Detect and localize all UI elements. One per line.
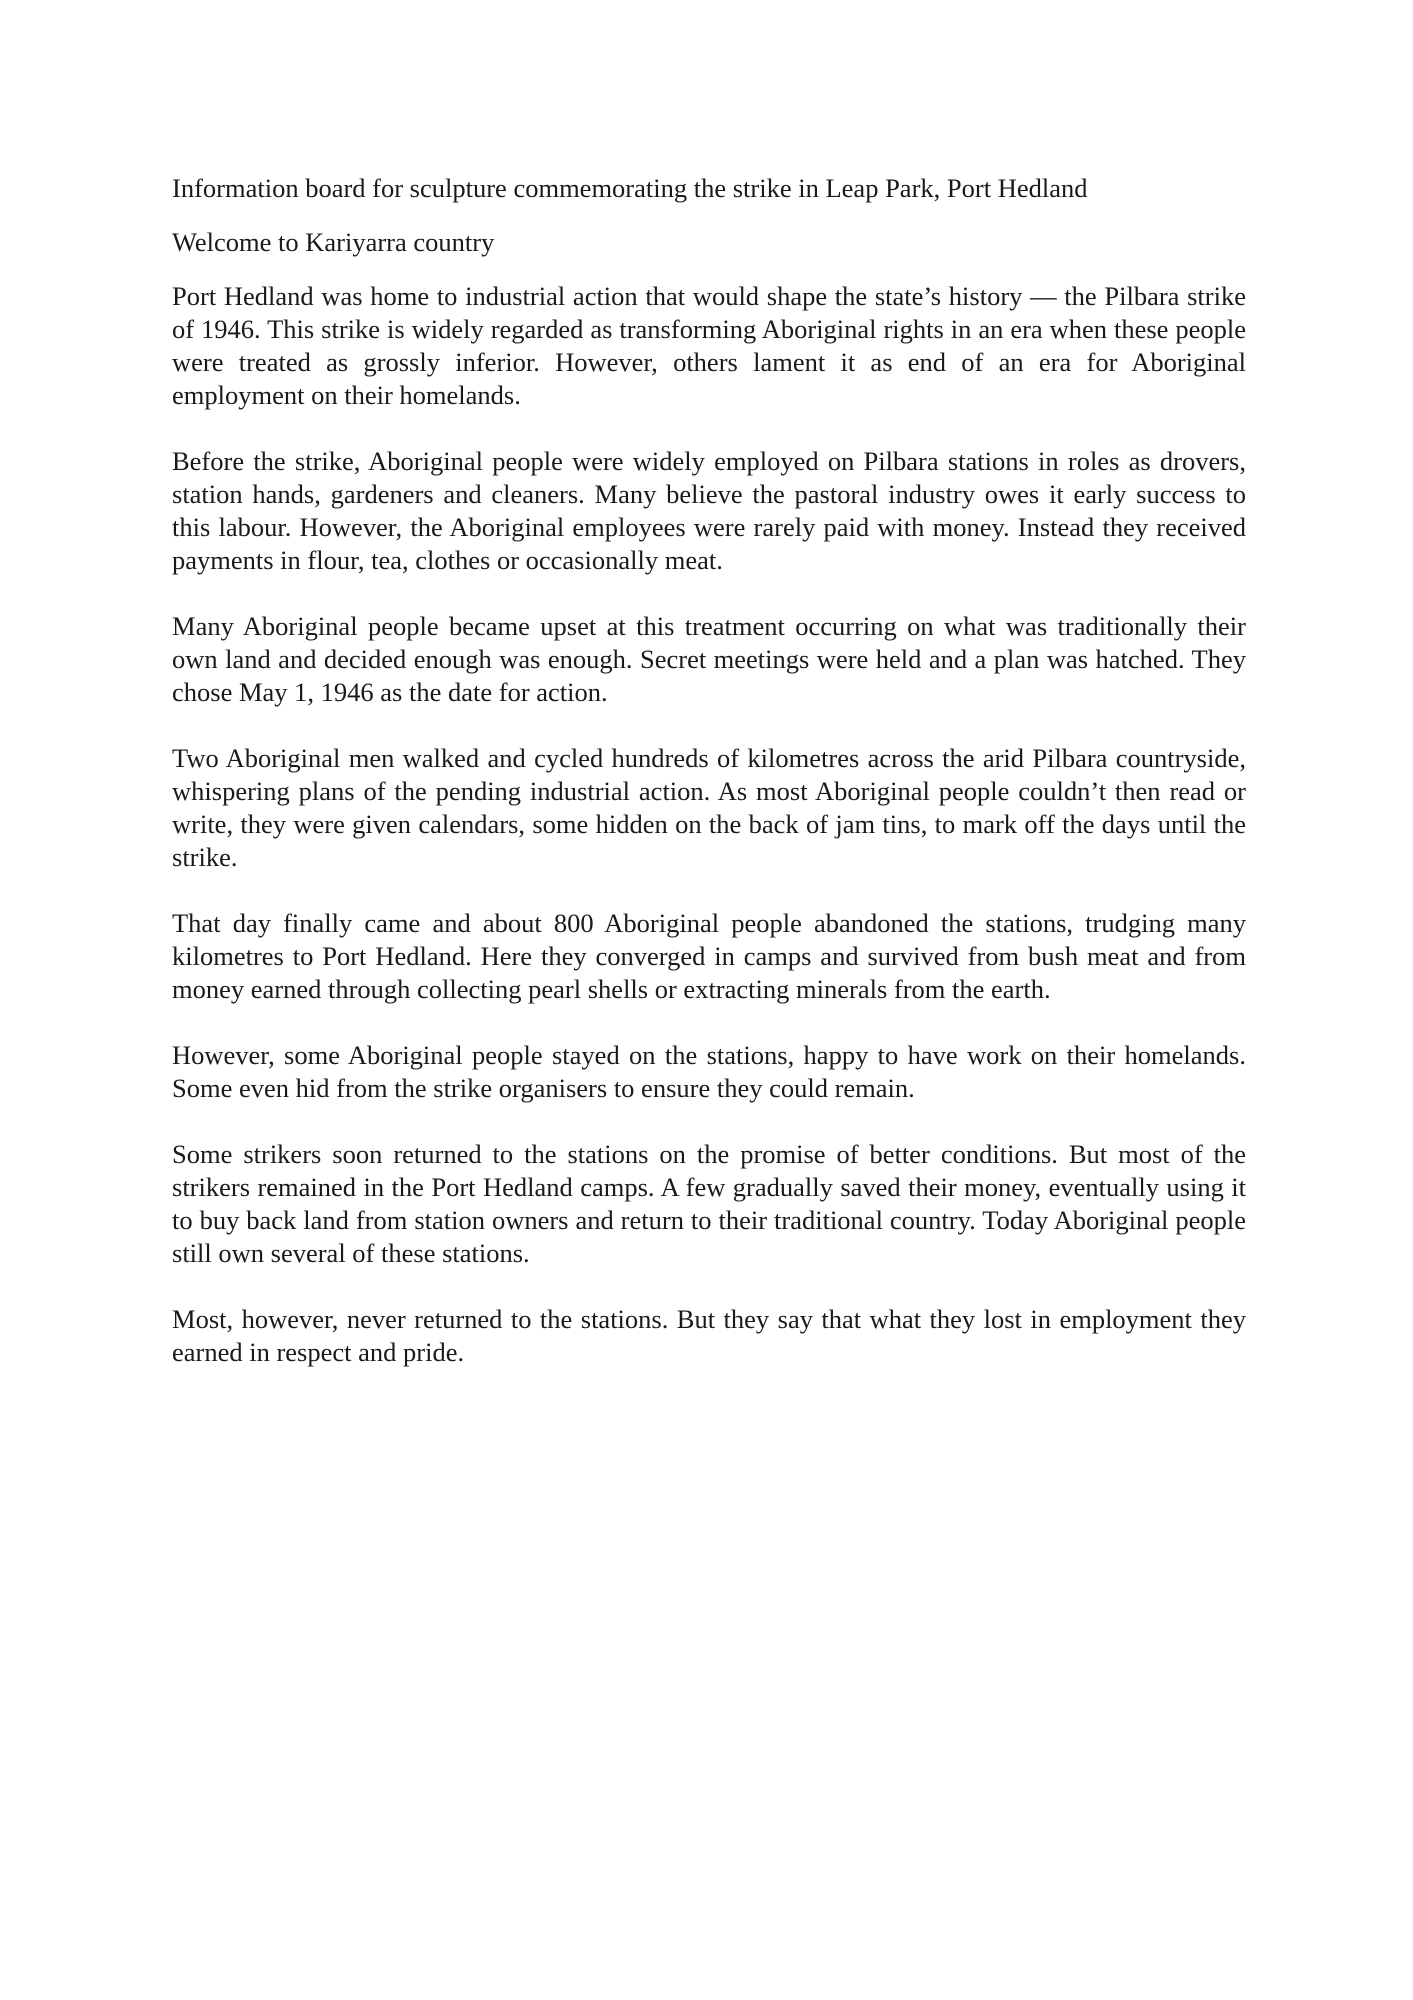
paragraph-3: Many Aboriginal people became upset at this treatment occurring on what was traditionally their own land and decided enough was enough. Secret meetings were held and a plan was hatched. They chose May 1, 1946 as the date for action. xyxy=(172,611,1246,707)
paragraph-7: Some strikers soon returned to the stations on the promise of better conditions. But most of the strikers remained in the Port Hedland camps. A few gradually saved their money, eventually using it to buy back land from station owners and return to their traditional country. Today Aboriginal people still own several of these stations. xyxy=(172,1139,1246,1268)
paragraph-2: Before the strike, Aboriginal people were widely employed on Pilbara stations in roles as drovers, station hands, gardeners and cleaners. Many believe the pastoral industry owes it early success to this labour. However, the Aboriginal employees were rarely paid with money. Instead they received payments in flour, tea, clothes or occasionally meat. xyxy=(172,446,1246,575)
paragraph-6: However, some Aboriginal people stayed on the stations, happy to have work on their homelands. Some even hid from the strike organisers to ensure they could remain. xyxy=(172,1040,1246,1103)
document-title: Information board for sculpture commemorating the strike in Leap Park, Port Hedland xyxy=(172,173,1088,203)
paragraph-1: Port Hedland was home to industrial action that would shape the state’s history — the Pilbara strike of 1946. This strike is widely regarded as transforming Aboriginal rights in an era when these people were treated as grossly inferior. However, others lament it as end of an era for Aboriginal employment on their homelands. xyxy=(172,281,1246,410)
paragraph-4: Two Aboriginal men walked and cycled hundreds of kilometres across the arid Pilbara countryside, whispering plans of the pending industrial action. As most Aboriginal people couldn’t then read or write, they were given calendars, some hidden on the back of jam tins, to mark off the days until the strike. xyxy=(172,743,1246,872)
paragraph-5: That day finally came and about 800 Aboriginal people abandoned the stations, trudging many kilometres to Port Hedland. Here they converged in camps and survived from bush meat and from money earned through collecting pearl shells or extracting minerals from the earth. xyxy=(172,908,1246,1004)
document-subtitle: Welcome to Kariyarra country xyxy=(172,227,495,257)
document-page xyxy=(172,172,1246,1402)
paragraph-8: Most, however, never returned to the stations. But they say that what they lost in employment they earned in respect and pride. xyxy=(172,1304,1246,1367)
